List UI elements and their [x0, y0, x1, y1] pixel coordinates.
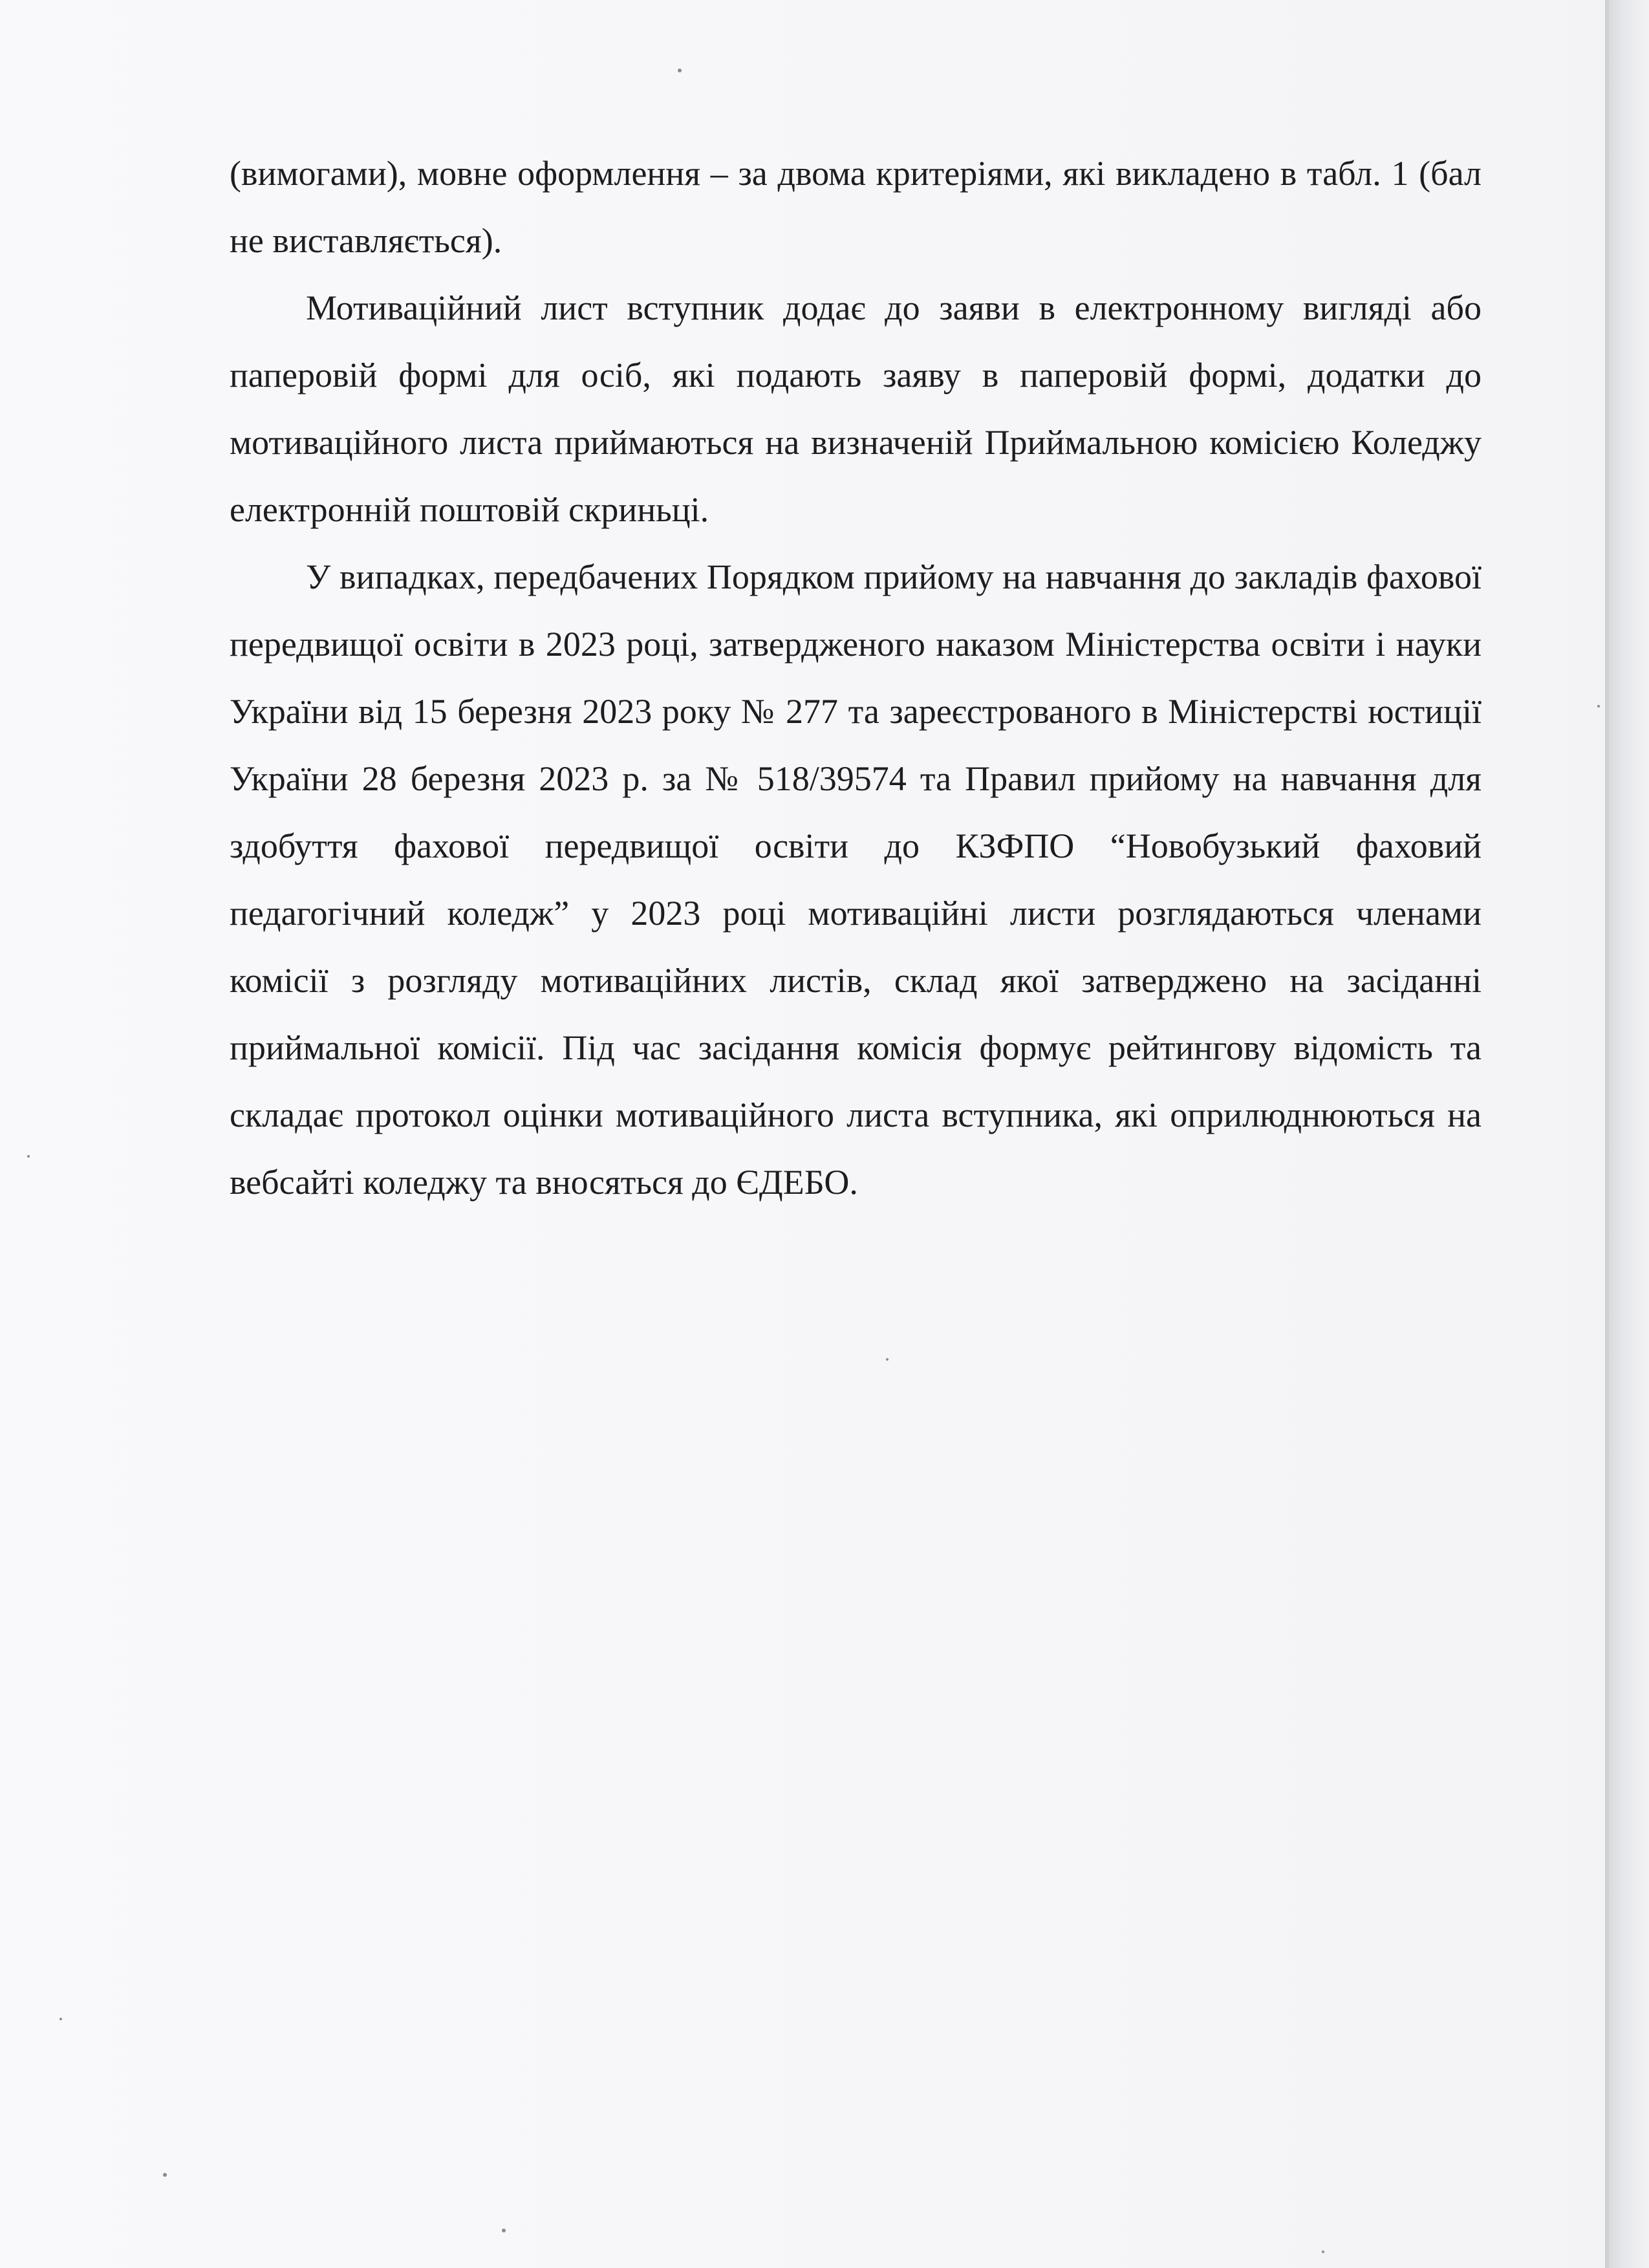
scan-edge [1609, 0, 1649, 2268]
scan-speck [1322, 2251, 1324, 2253]
scan-speck [1597, 705, 1600, 707]
scan-speck [59, 2018, 62, 2020]
document-body [230, 140, 1482, 1216]
scan-speck [27, 1155, 30, 1158]
scan-speck [678, 69, 682, 72]
scan-speck [502, 2229, 506, 2232]
paragraph-motivation-letter-submission: Мотиваційний лист вступник додає до заяви в електронному вигляді або паперовій формі для осіб, які подають заяву в паперовій формі, додатки до мотиваційного листа приймаються на визначеній Приймальною комісією Коледжу електронній поштовій скриньці. [230, 288, 1482, 529]
scan-speck [886, 1358, 889, 1361]
scan-speck [163, 2173, 167, 2177]
paragraph-review-procedure: У випадках, передбачених Порядком прийому на навчання до закладів фахової передвищої освіти в 2023 році, затвердженого наказом Міністерства освіти і науки України від 15 березня 2023 року № 277 та зареєстрованого в Міністерстві юстиції України 28 березня 2023 р. за № 518/39574 та Правил прийому на навчання для здобуття фахової передвищої освіти до КЗФПО “Новобузький фаховий педагогічний коледж” у 2023 році мотиваційні листи розглядаються членами комісії з розгляду мотиваційних листів, склад якої затверджено на засіданні приймальної комісії. Під час засідання комісія формує рейтингову відомість та складає протокол оцінки мотиваційного листа вступника, які оприлюднюються на вебсайті коледжу та вносяться до ЄДЕБО. [230, 557, 1482, 1202]
paragraph-continuation: (вимогами), мовне оформлення – за двома критеріями, які викладено в табл. 1 (бал не виставляється). [230, 154, 1482, 260]
